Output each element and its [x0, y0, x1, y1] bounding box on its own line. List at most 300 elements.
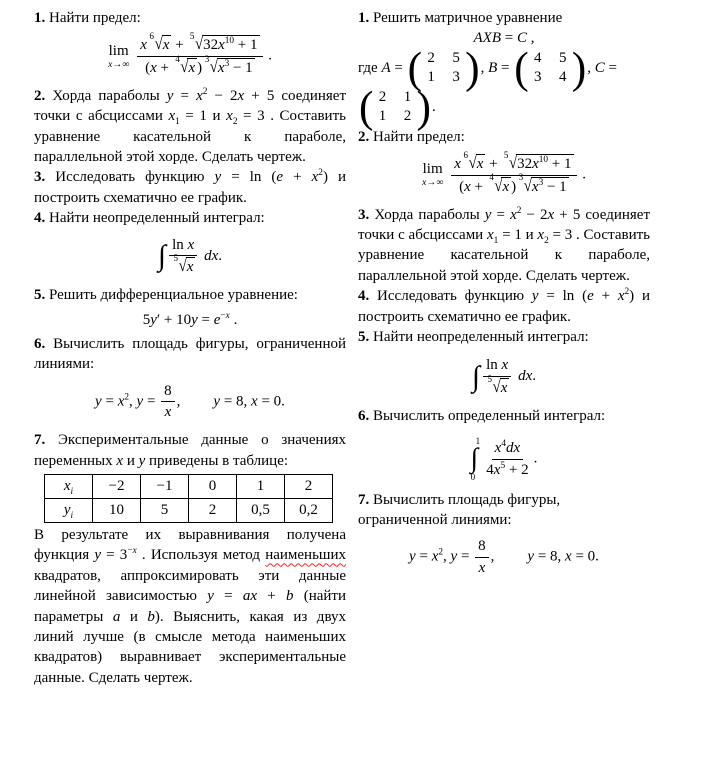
- math-run: Найти неопределенный интеграл:: [369, 329, 589, 346]
- radical-sign: √: [494, 176, 503, 196]
- math-italic-run: x: [132, 546, 137, 557]
- math-italic-run: x: [251, 393, 258, 410]
- limit-word: lim: [108, 42, 129, 59]
- integral-lower-limit: 0: [470, 471, 476, 482]
- radical-degree: 3: [518, 172, 524, 183]
- superscript: 2: [318, 168, 323, 179]
- math-italic-run: x: [537, 227, 545, 244]
- math-italic-run: x: [188, 60, 196, 77]
- math-run: .: [218, 247, 223, 264]
- math-italic-run: y: [214, 169, 222, 186]
- table-cell: 10: [93, 498, 141, 522]
- math-italic-run: x: [501, 357, 509, 374]
- integral-upper-limit: 1: [475, 436, 481, 447]
- superscript: 3: [538, 177, 544, 188]
- math-italic-run: C: [516, 30, 527, 47]
- fraction-denominator: [483, 460, 531, 480]
- integral: [157, 239, 166, 272]
- math-italic-run: e: [587, 288, 594, 305]
- math-bold-run: 1.: [34, 10, 46, 26]
- math-run: + 1: [234, 37, 258, 54]
- radical-degree: 5: [487, 373, 493, 384]
- math-run: =: [101, 393, 118, 410]
- table-row-x: [45, 474, 333, 498]
- math-italic-run: x: [107, 58, 113, 70]
- math-run: = 0.: [571, 549, 599, 566]
- math-bold-run: 5.: [34, 287, 46, 304]
- radical-sign: √: [180, 58, 189, 77]
- matrix-paren: ): [571, 43, 587, 93]
- radicand: [186, 257, 196, 277]
- math-run: .: [533, 450, 538, 467]
- fraction: [483, 439, 531, 480]
- math-italic-run: x: [164, 404, 172, 421]
- math-run: где: [358, 59, 382, 76]
- math-italic-run: x: [311, 169, 319, 186]
- math-run: =: [497, 59, 514, 76]
- table-cell: 2: [285, 474, 333, 498]
- math-bold-run: 5.: [358, 329, 370, 346]
- fraction-denominator: [162, 402, 175, 422]
- math-italic-run: x: [493, 461, 501, 478]
- math-bold-run: 6.: [34, 335, 46, 352]
- matrix-cell: 2: [378, 88, 387, 105]
- problem-4-heading-left: [34, 208, 346, 228]
- math-italic-run: x: [218, 37, 225, 54]
- math-run: (: [459, 178, 465, 195]
- math-italic-run: x: [225, 310, 230, 321]
- math-italic-run: y: [450, 549, 458, 566]
- math-run: +: [171, 37, 188, 54]
- math-italic-run: x: [476, 156, 484, 173]
- math-run: ,: [176, 393, 181, 410]
- math-run: =: [197, 311, 214, 328]
- math-run: +: [593, 288, 618, 305]
- math-italic-run: A: [381, 59, 391, 76]
- math-run: =: [143, 393, 160, 410]
- math-run: + 5 соединяет точки с абсциссами: [358, 206, 651, 244]
- math-run: .: [264, 48, 273, 65]
- radical: [175, 53, 197, 78]
- math-run: и: [120, 608, 148, 625]
- math-italic-run: x: [63, 478, 71, 495]
- math-italic-run: b: [147, 608, 155, 625]
- radicand: [531, 177, 569, 197]
- radical: [189, 30, 260, 55]
- matrix-equation-formula: [358, 28, 650, 48]
- math-run: .: [578, 166, 587, 183]
- math-run: ,: [129, 393, 137, 410]
- fraction-denominator: [142, 53, 258, 78]
- math-italic-run: y: [166, 87, 174, 104]
- radicand: [476, 154, 486, 174]
- math-run: Исследовать функцию: [369, 288, 532, 305]
- table-cell: 1: [237, 474, 285, 498]
- subscript: [71, 511, 74, 521]
- radicand: [516, 154, 573, 174]
- indefinite-integral-formula-right: [358, 353, 650, 398]
- radicand: [187, 58, 197, 78]
- math-run: =: [457, 549, 474, 566]
- math-italic-run: i: [70, 511, 74, 522]
- limit-subscript: [422, 178, 443, 188]
- math-bold-run: 1.: [358, 10, 370, 26]
- math-italic-run: dx: [506, 440, 521, 457]
- matrix-cell: 4: [533, 49, 542, 66]
- problem-4-text-right: [358, 286, 650, 327]
- math-run: 5: [142, 311, 151, 328]
- math-italic-run: x: [531, 178, 539, 195]
- math-italic-run: x: [464, 178, 471, 195]
- math-italic-run: x: [217, 60, 225, 77]
- superscript: [220, 311, 229, 321]
- math-run: 8: [164, 382, 172, 399]
- math-run: + 1: [548, 156, 572, 173]
- math-italic-run: e: [276, 169, 284, 186]
- math-italic-run: ax: [242, 588, 258, 605]
- math-run: Хорда параболы: [45, 87, 167, 104]
- problem-3-text-left: [34, 167, 346, 208]
- math-run: .: [229, 311, 238, 328]
- table-header-cell-x: [45, 474, 93, 498]
- radical-sign: √: [154, 35, 163, 54]
- math-italic-run: x: [510, 206, 517, 223]
- radical-sign: √: [508, 154, 518, 173]
- radicand: [501, 177, 511, 197]
- math-run: Найти предел:: [369, 128, 465, 145]
- math-italic-run: x: [117, 393, 125, 410]
- limit-formula-right: [358, 151, 650, 197]
- matrix-paren: (: [359, 82, 374, 132]
- math-italic-run: dx: [200, 247, 219, 264]
- math-run: ,: [526, 30, 535, 47]
- limit-formula-left: [34, 32, 346, 78]
- math-run: В результате их выравнивания получена функция: [34, 526, 346, 564]
- math-run: =: [390, 59, 407, 76]
- math-run: Решить дифференциальное уравнение:: [45, 287, 298, 304]
- differential-equation-formula: [34, 307, 346, 330]
- math-run: ln: [172, 236, 188, 253]
- math-run: =: [491, 206, 511, 223]
- radicand: [217, 58, 255, 78]
- math-italic-run: x: [547, 206, 555, 223]
- radical-sign: √: [209, 58, 218, 77]
- radical-degree: 4: [489, 172, 494, 183]
- math-run: =: [213, 588, 243, 605]
- superscript: 4: [501, 439, 506, 450]
- math-run: Найти предел:: [45, 10, 141, 26]
- math-run: ln: [486, 357, 502, 374]
- math-bold-run: 2.: [34, 87, 46, 104]
- limit-subscript: [108, 60, 129, 70]
- limit-operator: [108, 44, 129, 70]
- math-run: = 3: [100, 547, 128, 564]
- radical-sign: √: [178, 257, 187, 276]
- math-italic-run: dx: [514, 368, 533, 385]
- superscript: 5: [500, 460, 506, 471]
- math-run: = ln (: [538, 288, 588, 305]
- radical-degree: 5: [503, 149, 509, 160]
- radical-degree: 6: [463, 149, 469, 160]
- math-italic-run: B: [488, 59, 498, 76]
- radical: [487, 373, 509, 398]
- radical-sign: √: [468, 154, 477, 173]
- superscript: 10: [538, 155, 549, 166]
- math-run: . Используя метод: [136, 547, 266, 564]
- math-run: Вычислить определенный интеграл:: [369, 407, 606, 424]
- table-cell: −2: [93, 474, 141, 498]
- math-run: ,: [443, 549, 451, 566]
- problem-5-heading-right: [358, 327, 650, 347]
- math-run: Вычислить площадь фигуры, ограниченной линиями:: [34, 335, 346, 373]
- math-italic-run: AXB: [473, 30, 501, 47]
- integral-sign: ∫: [470, 443, 479, 475]
- radical-sign: √: [523, 176, 532, 196]
- matrix: [514, 43, 587, 93]
- math-italic-run: x: [502, 178, 510, 195]
- superscript: 2: [624, 287, 630, 298]
- math-run: ′ + 10: [156, 311, 192, 328]
- math-italic-run: x: [140, 37, 147, 54]
- table-cell: −1: [141, 474, 189, 498]
- fraction-denominator: [476, 558, 489, 578]
- matrix-paren: ): [465, 43, 480, 93]
- math-italic-run: C: [594, 59, 605, 76]
- limit-word: lim: [422, 161, 443, 178]
- problem-5-heading-left: [34, 285, 346, 305]
- math-run: − 2: [521, 206, 548, 223]
- radical: [204, 53, 255, 78]
- table-row-y: [45, 498, 333, 522]
- math-run: = 8,: [220, 393, 252, 410]
- fraction-numerator: [137, 30, 262, 57]
- problem-2-heading-right: [358, 127, 650, 147]
- fraction: [451, 149, 576, 197]
- math-italic-run: y: [136, 393, 144, 410]
- math-italic-run: x: [226, 108, 233, 125]
- matrix-cell: 4: [558, 69, 567, 86]
- radical-degree: 4: [175, 53, 180, 64]
- math-bold-run: 3.: [34, 169, 46, 186]
- radical: [518, 172, 569, 197]
- matrix-grid: [529, 49, 572, 88]
- radical-degree: 5: [189, 30, 195, 41]
- matrix-cell: 1: [378, 108, 387, 125]
- math-bold-run: 7.: [34, 432, 46, 449]
- least-squares-paragraph: [34, 525, 346, 688]
- math-run: = 0.: [257, 393, 285, 410]
- radical: [149, 30, 171, 55]
- math-run: ,: [490, 549, 495, 566]
- math-italic-run: e: [213, 311, 221, 328]
- matrix-cell: 5: [452, 49, 460, 66]
- math-run: 32: [517, 156, 533, 173]
- superscript: [127, 546, 136, 556]
- radical-degree: 5: [173, 252, 179, 263]
- math-run: 4: [486, 461, 494, 478]
- integral: [471, 360, 480, 393]
- area-lines-formula-right: [358, 534, 650, 578]
- fraction: [482, 356, 512, 398]
- math-italic-run: x: [487, 227, 494, 244]
- math-italic-run: x: [500, 380, 508, 397]
- integral-sign: ∫: [157, 239, 166, 272]
- right-column: [358, 8, 650, 688]
- math-run: Хорда параболы: [369, 206, 485, 223]
- math-italic-run: y: [63, 502, 71, 519]
- fraction-numerator: [475, 537, 489, 558]
- math-run: =: [604, 59, 617, 76]
- problem-6-heading-right: [358, 406, 650, 426]
- math-run: +: [156, 60, 173, 77]
- math-italic-run: y: [409, 549, 416, 566]
- math-run: − 1: [229, 60, 253, 77]
- fraction: [137, 30, 262, 78]
- fraction-numerator: [492, 439, 524, 460]
- matrix-paren: (: [514, 43, 529, 93]
- math-run: ): [197, 60, 203, 77]
- math-run: +: [257, 588, 286, 605]
- matrix-cell: 5: [558, 49, 567, 66]
- math-run: −: [220, 310, 226, 321]
- math-italic-run: x: [421, 177, 427, 189]
- superscript: 3: [224, 59, 230, 70]
- math-run: + 2: [505, 461, 529, 478]
- radical-degree: 6: [149, 30, 155, 41]
- math-italic-run: x: [116, 452, 124, 469]
- math-run: 8: [478, 538, 486, 555]
- radicand: [500, 378, 510, 398]
- subscript: 1: [493, 236, 499, 247]
- math-run: =: [173, 87, 197, 104]
- math-italic-run: i: [70, 487, 74, 498]
- math-bold-run: 3.: [358, 206, 370, 223]
- math-italic-run: x: [431, 549, 439, 566]
- math-run: Решить матричное уравнение: [369, 10, 563, 26]
- superscript: 2: [516, 205, 522, 216]
- math-run: = 1 и: [179, 108, 227, 125]
- data-table: [44, 474, 333, 523]
- math-run: +: [283, 169, 312, 186]
- radical-sign: √: [492, 378, 501, 397]
- fraction: [161, 382, 175, 423]
- matrix-cell: 2: [427, 49, 435, 66]
- fraction-denominator: [168, 252, 198, 277]
- math-run: = ln (: [221, 169, 277, 186]
- matrices-definition-line: [358, 43, 650, 132]
- subscript: 2: [232, 117, 238, 128]
- matrix-cell: 1: [427, 69, 435, 86]
- table-cell: 0,2: [285, 498, 333, 522]
- math-run: (: [145, 60, 151, 77]
- area-lines-formula-left: [34, 379, 346, 423]
- subscript: 1: [175, 117, 180, 128]
- radical: [463, 149, 485, 174]
- radicand: [162, 35, 172, 55]
- matrix-cell: 3: [452, 69, 460, 86]
- problem-3-text-right: [358, 205, 650, 287]
- math-run: Вычислить площадь фигуры, ограниченной линиями:: [358, 491, 561, 529]
- math-run: .: [532, 368, 537, 385]
- math-bold-run: 7.: [358, 491, 370, 508]
- integral: [471, 437, 479, 481]
- math-run: − 1: [543, 178, 567, 195]
- math-run: ,: [587, 59, 595, 76]
- left-column: [34, 8, 346, 688]
- fraction-numerator: [161, 382, 175, 403]
- math-run: = 3 . Составить уравнение касательной к параболе, параллельной этой хорде. Сделать чертеж.: [34, 108, 346, 166]
- math-run: ). Выяснить, какая из двух линий лучше (в смысле метода наименьших квадратов) выравнивает экспериментальные данные. Сделать чертеж.: [34, 608, 347, 686]
- math-run: →∞: [112, 58, 130, 70]
- problem-2-text-left: [34, 86, 346, 168]
- definite-integral-formula: [358, 434, 650, 481]
- subscript: [71, 487, 74, 497]
- math-italic-run: b: [285, 588, 294, 605]
- fraction-numerator: [451, 149, 576, 176]
- math-italic-run: x: [168, 108, 176, 125]
- math-italic-run: y: [207, 588, 214, 605]
- math-run: ) и построить схематично ее график.: [34, 169, 346, 206]
- fraction-denominator: [482, 373, 512, 398]
- problem-7-heading-left: [34, 430, 346, 471]
- radical: [503, 149, 574, 174]
- math-italic-run: y: [191, 311, 198, 328]
- math-italic-run: a: [112, 608, 121, 625]
- matrix-paren: (: [407, 43, 423, 93]
- indefinite-integral-formula-left: [34, 233, 346, 278]
- math-italic-run: y: [213, 393, 221, 410]
- math-italic-run: y: [95, 393, 102, 410]
- math-italic-run: x: [565, 549, 572, 566]
- math-italic-run: y: [94, 547, 101, 564]
- math-run: .: [432, 98, 436, 115]
- math-run: (найти параметры: [34, 588, 346, 625]
- subscript: 2: [544, 236, 549, 247]
- math-run: =: [501, 30, 517, 47]
- radicand: [202, 35, 259, 55]
- math-run: →∞: [426, 177, 444, 189]
- math-italic-run: x: [162, 37, 170, 54]
- radical-sign: √: [194, 35, 204, 54]
- math-run: ) и построить схематично ее график.: [358, 288, 650, 325]
- math-italic-run: x: [187, 236, 195, 253]
- math-run: = 3 . Составить уравнение касательной к параболе, параллельной этой хорде. Сделать чертеж.: [358, 227, 650, 284]
- superscript: 2: [202, 86, 208, 97]
- matrix-cell: 3: [533, 69, 542, 86]
- math-bold-run: 4.: [358, 288, 370, 305]
- math-italic-run: x: [617, 288, 625, 305]
- math-run: + 5 соединяет точки с абсциссами: [34, 87, 347, 125]
- math-run: =: [415, 549, 432, 566]
- table-cell: 0,5: [237, 498, 285, 522]
- math-run: ,: [480, 59, 489, 76]
- math-italic-run: x: [494, 440, 502, 457]
- math-italic-run: x: [454, 156, 461, 173]
- math-run: приведены в таблице:: [145, 452, 289, 469]
- math-bold-run: 4.: [34, 210, 46, 227]
- superscript: 2: [124, 392, 130, 403]
- fraction: [475, 537, 489, 578]
- problem-6-heading-left: [34, 334, 346, 375]
- radical-degree: 3: [204, 53, 210, 64]
- table-cell: 5: [141, 498, 189, 522]
- math-run: = 8,: [534, 549, 566, 566]
- math-run: +: [485, 156, 502, 173]
- matrix: [359, 82, 431, 132]
- math-run: Найти неопределенный интеграл:: [45, 210, 265, 227]
- math-italic-run: y: [138, 452, 146, 469]
- math-italic-run: x: [237, 87, 245, 104]
